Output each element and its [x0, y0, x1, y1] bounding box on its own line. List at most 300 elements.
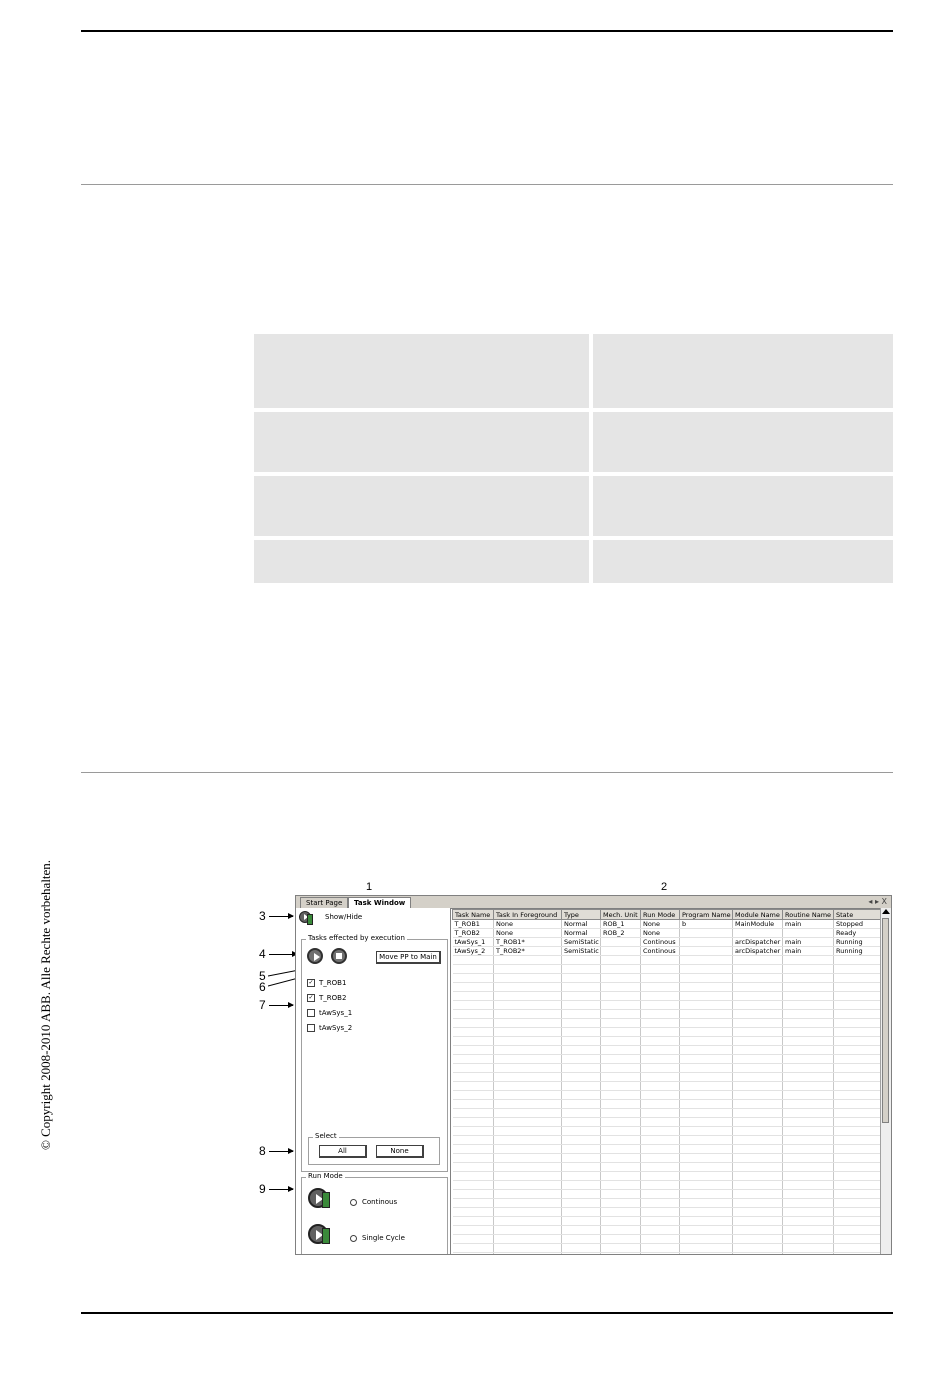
empty-cell: [494, 1163, 562, 1172]
empty-cell: [733, 1235, 783, 1244]
select-all-button[interactable]: All: [319, 1145, 367, 1158]
empty-cell: [641, 1181, 680, 1190]
figure-label-2: 2: [661, 881, 668, 893]
empty-cell: [494, 1172, 562, 1181]
grey-table-cell: [593, 412, 893, 472]
empty-cell: [494, 1226, 562, 1235]
scroll-up-icon[interactable]: [882, 909, 890, 914]
empty-cell: [641, 1136, 680, 1145]
empty-cell: [834, 1091, 883, 1100]
empty-cell: [562, 965, 601, 974]
start-button[interactable]: [307, 948, 323, 964]
empty-cell: [834, 1190, 883, 1199]
table-cell: ROB_1: [601, 920, 641, 929]
radio-icon: [350, 1235, 357, 1242]
grey-table-cell: [254, 476, 589, 536]
empty-cell: [641, 1100, 680, 1109]
empty-cell: [733, 1217, 783, 1226]
task-checkbox-tawsys-2[interactable]: tAwSys_2: [307, 1024, 352, 1032]
empty-cell: [494, 1127, 562, 1136]
empty-row: [453, 1127, 883, 1136]
table-cell: Continous: [641, 938, 680, 947]
empty-cell: [783, 1118, 834, 1127]
empty-cell: [494, 1190, 562, 1199]
footer-rule: [81, 1312, 893, 1314]
empty-cell: [834, 992, 883, 1001]
empty-cell: [834, 1145, 883, 1154]
stop-button[interactable]: [331, 948, 347, 964]
empty-row: [453, 1118, 883, 1127]
empty-row: [453, 1163, 883, 1172]
move-pp-to-main-button[interactable]: Move PP to Main: [376, 951, 441, 964]
empty-cell: [494, 1145, 562, 1154]
empty-cell: [680, 1145, 733, 1154]
empty-cell: [562, 1028, 601, 1037]
task-table: [452, 909, 882, 1255]
empty-cell: [783, 1055, 834, 1064]
empty-cell: [680, 1001, 733, 1010]
empty-cell: [641, 1190, 680, 1199]
empty-cell: [834, 1118, 883, 1127]
empty-row: [453, 1235, 883, 1244]
empty-cell: [601, 1118, 641, 1127]
empty-cell: [494, 1208, 562, 1217]
empty-cell: [680, 1190, 733, 1199]
empty-cell: [494, 1100, 562, 1109]
empty-row: [453, 1055, 883, 1064]
empty-cell: [733, 1001, 783, 1010]
empty-cell: [494, 1091, 562, 1100]
empty-row: [453, 974, 883, 983]
empty-cell: [733, 1199, 783, 1208]
empty-cell: [733, 1055, 783, 1064]
empty-cell: [601, 1244, 641, 1253]
column-header[interactable]: Task In Foreground: [494, 910, 562, 920]
grey-table-cell: [254, 334, 589, 408]
empty-cell: [641, 1082, 680, 1091]
empty-cell: [494, 1244, 562, 1253]
empty-cell: [834, 1010, 883, 1019]
select-group-title: Select: [315, 1132, 337, 1140]
empty-cell: [641, 1055, 680, 1064]
empty-cell: [562, 1091, 601, 1100]
empty-row: [453, 1145, 883, 1154]
callout-6: 6: [259, 980, 266, 994]
empty-cell: [562, 1064, 601, 1073]
run-mode-continous-radio[interactable]: Continous: [350, 1198, 397, 1206]
grid-scrollbar[interactable]: [880, 908, 891, 1255]
empty-cell: [562, 1154, 601, 1163]
section-rule-2: [81, 772, 893, 773]
empty-cell: [453, 1127, 494, 1136]
empty-cell: [783, 1064, 834, 1073]
empty-cell: [834, 1172, 883, 1181]
empty-cell: [783, 1199, 834, 1208]
empty-cell: [783, 1190, 834, 1199]
column-header[interactable]: Task Name: [453, 910, 494, 920]
show-hide-icon[interactable]: [299, 910, 313, 924]
empty-cell: [733, 1109, 783, 1118]
empty-cell: [562, 1001, 601, 1010]
grey-table-cell: [593, 540, 893, 583]
empty-cell: [494, 1010, 562, 1019]
empty-row: [453, 1253, 883, 1256]
table-cell: Running: [834, 938, 883, 947]
empty-cell: [601, 965, 641, 974]
empty-cell: [733, 965, 783, 974]
empty-cell: [453, 1190, 494, 1199]
column-header[interactable]: Routine Name: [783, 910, 834, 920]
empty-cell: [680, 1055, 733, 1064]
empty-cell: [453, 1253, 494, 1256]
empty-cell: [680, 992, 733, 1001]
empty-cell: [733, 1019, 783, 1028]
table-cell: main: [783, 938, 834, 947]
empty-cell: [601, 1181, 641, 1190]
empty-cell: [733, 1082, 783, 1091]
empty-cell: [680, 956, 733, 965]
empty-cell: [783, 1136, 834, 1145]
table-cell: [601, 938, 641, 947]
callout-7: 7: [259, 998, 266, 1012]
empty-cell: [453, 1028, 494, 1037]
empty-cell: [733, 1145, 783, 1154]
empty-cell: [562, 974, 601, 983]
table-row[interactable]: [453, 929, 883, 938]
empty-cell: [641, 1244, 680, 1253]
empty-cell: [783, 1145, 834, 1154]
empty-cell: [453, 992, 494, 1001]
empty-cell: [601, 1199, 641, 1208]
empty-cell: [494, 1217, 562, 1226]
empty-cell: [494, 1046, 562, 1055]
empty-cell: [601, 1055, 641, 1064]
callout-5: 5: [259, 969, 266, 983]
empty-cell: [562, 1217, 601, 1226]
empty-cell: [680, 1091, 733, 1100]
empty-cell: [601, 1091, 641, 1100]
empty-cell: [601, 1145, 641, 1154]
empty-cell: [834, 1163, 883, 1172]
empty-cell: [783, 1046, 834, 1055]
empty-cell: [562, 1199, 601, 1208]
table-cell: None: [494, 920, 562, 929]
empty-cell: [680, 1046, 733, 1055]
empty-cell: [783, 983, 834, 992]
empty-cell: [601, 1046, 641, 1055]
empty-cell: [494, 1064, 562, 1073]
empty-cell: [601, 1190, 641, 1199]
table-cell: main: [783, 947, 834, 956]
empty-cell: [733, 1091, 783, 1100]
empty-cell: [783, 965, 834, 974]
callout-7-arrow: [269, 1005, 293, 1006]
empty-cell: [494, 1235, 562, 1244]
header-rule: [81, 30, 893, 32]
column-header[interactable]: Run Mode: [641, 910, 680, 920]
run-mode-title: Run Mode: [308, 1172, 343, 1180]
empty-cell: [562, 1073, 601, 1082]
callout-8-arrow: [269, 1151, 293, 1152]
empty-cell: [562, 1046, 601, 1055]
empty-cell: [641, 1253, 680, 1256]
empty-cell: [834, 974, 883, 983]
empty-cell: [601, 1217, 641, 1226]
empty-cell: [783, 1163, 834, 1172]
empty-cell: [494, 1019, 562, 1028]
empty-cell: [680, 1010, 733, 1019]
empty-cell: [562, 992, 601, 1001]
empty-cell: [601, 1208, 641, 1217]
empty-cell: [680, 965, 733, 974]
callout-8: 8: [259, 1144, 266, 1158]
table-cell: Normal: [562, 920, 601, 929]
empty-cell: [680, 1109, 733, 1118]
empty-cell: [783, 1073, 834, 1082]
empty-cell: [733, 1046, 783, 1055]
tab-task-window[interactable]: Task Window: [348, 897, 411, 909]
empty-cell: [562, 1163, 601, 1172]
column-header[interactable]: State: [834, 910, 883, 920]
empty-cell: [453, 1037, 494, 1046]
empty-cell: [453, 1244, 494, 1253]
empty-cell: [680, 1028, 733, 1037]
empty-cell: [783, 1037, 834, 1046]
empty-cell: [494, 956, 562, 965]
empty-cell: [562, 1145, 601, 1154]
empty-cell: [562, 1118, 601, 1127]
grey-table-cell: [593, 334, 893, 408]
empty-cell: [601, 956, 641, 965]
empty-cell: [680, 974, 733, 983]
empty-cell: [641, 1091, 680, 1100]
empty-row: [453, 1109, 883, 1118]
empty-row: [453, 1136, 883, 1145]
empty-cell: [733, 1253, 783, 1256]
column-header[interactable]: Module Name: [733, 910, 783, 920]
table-row[interactable]: [453, 920, 883, 929]
task-checkbox-tawsys-1[interactable]: tAwSys_1: [307, 1009, 352, 1017]
empty-cell: [641, 974, 680, 983]
empty-cell: [562, 1037, 601, 1046]
empty-cell: [783, 1028, 834, 1037]
empty-cell: [641, 983, 680, 992]
empty-row: [453, 1199, 883, 1208]
empty-cell: [680, 1172, 733, 1181]
empty-cell: [733, 1208, 783, 1217]
empty-cell: [733, 1136, 783, 1145]
table-cell: None: [641, 929, 680, 938]
empty-cell: [494, 992, 562, 1001]
empty-cell: [783, 1154, 834, 1163]
empty-cell: [453, 1217, 494, 1226]
empty-cell: [562, 1235, 601, 1244]
empty-cell: [494, 1082, 562, 1091]
table-cell: ROB_2: [601, 929, 641, 938]
grey-table-cell: [254, 412, 589, 472]
empty-cell: [680, 1163, 733, 1172]
table-cell: [783, 929, 834, 938]
table-cell: None: [494, 929, 562, 938]
empty-cell: [834, 1208, 883, 1217]
empty-cell: [783, 1181, 834, 1190]
empty-cell: [562, 1172, 601, 1181]
empty-cell: [834, 1181, 883, 1190]
empty-cell: [562, 1253, 601, 1256]
show-hide-label: Show/Hide: [325, 913, 363, 921]
empty-cell: [680, 1073, 733, 1082]
run-mode-single-cycle-radio[interactable]: Single Cycle: [350, 1234, 405, 1242]
empty-cell: [562, 1226, 601, 1235]
empty-cell: [733, 1163, 783, 1172]
empty-cell: [733, 956, 783, 965]
empty-cell: [733, 1073, 783, 1082]
empty-cell: [453, 1226, 494, 1235]
empty-cell: [733, 974, 783, 983]
empty-cell: [453, 965, 494, 974]
empty-cell: [453, 1199, 494, 1208]
empty-cell: [783, 1172, 834, 1181]
empty-cell: [641, 1217, 680, 1226]
empty-cell: [601, 1082, 641, 1091]
empty-cell: [601, 1064, 641, 1073]
empty-cell: [641, 956, 680, 965]
empty-row: [453, 1181, 883, 1190]
empty-row: [453, 983, 883, 992]
empty-cell: [733, 992, 783, 1001]
empty-cell: [680, 1118, 733, 1127]
empty-cell: [733, 1100, 783, 1109]
select-none-button[interactable]: None: [376, 1145, 424, 1158]
empty-cell: [783, 1208, 834, 1217]
figure-label-1: 1: [366, 881, 373, 893]
empty-cell: [641, 1073, 680, 1082]
table-row[interactable]: [453, 938, 883, 947]
empty-cell: [562, 1136, 601, 1145]
grey-table-cell: [593, 476, 893, 536]
empty-cell: [680, 1064, 733, 1073]
empty-cell: [601, 992, 641, 1001]
empty-cell: [562, 1244, 601, 1253]
empty-cell: [834, 1154, 883, 1163]
empty-row: [453, 1082, 883, 1091]
empty-row: [453, 1100, 883, 1109]
empty-cell: [834, 965, 883, 974]
empty-cell: [641, 1226, 680, 1235]
table-cell: Running: [834, 947, 883, 956]
empty-cell: [601, 1235, 641, 1244]
empty-cell: [641, 1010, 680, 1019]
table-cell: [680, 938, 733, 947]
empty-cell: [641, 1109, 680, 1118]
table-cell: tAwSys_1: [453, 938, 494, 947]
table-cell: main: [783, 920, 834, 929]
empty-cell: [562, 1190, 601, 1199]
empty-cell: [453, 1118, 494, 1127]
checkbox-checked-icon: ✓: [308, 979, 314, 986]
empty-cell: [494, 1037, 562, 1046]
empty-cell: [680, 1226, 733, 1235]
empty-cell: [680, 1244, 733, 1253]
empty-cell: [733, 1154, 783, 1163]
empty-cell: [562, 1055, 601, 1064]
empty-cell: [783, 1109, 834, 1118]
table-row[interactable]: [453, 947, 883, 956]
empty-cell: [641, 1145, 680, 1154]
task-checkbox-t-rob2[interactable]: ✓ T_ROB2: [308, 994, 347, 1002]
empty-cell: [494, 1028, 562, 1037]
empty-cell: [680, 1019, 733, 1028]
table-cell: SemiStatic: [562, 938, 601, 947]
column-header[interactable]: Mech. Unit: [601, 910, 641, 920]
empty-cell: [562, 1100, 601, 1109]
empty-cell: [601, 1037, 641, 1046]
empty-cell: [641, 1028, 680, 1037]
tab-controls[interactable]: ◂ ▸ X: [868, 897, 887, 906]
empty-cell: [783, 1100, 834, 1109]
empty-cell: [783, 956, 834, 965]
empty-cell: [641, 1163, 680, 1172]
empty-cell: [680, 1136, 733, 1145]
empty-cell: [834, 1235, 883, 1244]
empty-cell: [562, 1019, 601, 1028]
column-header[interactable]: Program Name: [680, 910, 733, 920]
empty-cell: [641, 1208, 680, 1217]
empty-cell: [641, 1064, 680, 1073]
callout-3-arrow: [269, 916, 293, 917]
empty-cell: [453, 1082, 494, 1091]
empty-cell: [641, 965, 680, 974]
task-checkbox-t-rob1[interactable]: ✓ T_ROB1: [308, 979, 347, 987]
empty-row: [453, 1208, 883, 1217]
section-rule-1: [81, 184, 893, 185]
empty-cell: [641, 1118, 680, 1127]
empty-cell: [834, 1109, 883, 1118]
empty-cell: [641, 1199, 680, 1208]
empty-cell: [680, 1100, 733, 1109]
empty-cell: [834, 1001, 883, 1010]
tasks-group: [301, 934, 448, 1172]
empty-cell: [834, 983, 883, 992]
table-cell: T_ROB2*: [494, 947, 562, 956]
empty-cell: [733, 1037, 783, 1046]
table-cell: arcDispatcher: [733, 938, 783, 947]
empty-cell: [601, 1100, 641, 1109]
empty-cell: [834, 1082, 883, 1091]
copyright-notice: © Copyright 2008-2010 ABB. Alle Rechte vorbehalten.: [38, 859, 53, 1150]
table-cell: [680, 947, 733, 956]
scroll-thumb[interactable]: [882, 918, 889, 1123]
column-header[interactable]: Type: [562, 910, 601, 920]
grey-table-row: [254, 476, 893, 536]
empty-cell: [562, 1181, 601, 1190]
empty-cell: [783, 1010, 834, 1019]
empty-cell: [733, 1127, 783, 1136]
tab-start-page[interactable]: Start Page: [300, 897, 348, 909]
table-cell: T_ROB2: [453, 929, 494, 938]
empty-cell: [453, 1109, 494, 1118]
empty-row: [453, 1046, 883, 1055]
empty-cell: [733, 1244, 783, 1253]
empty-cell: [783, 1253, 834, 1256]
empty-cell: [494, 1001, 562, 1010]
table-cell: Ready: [834, 929, 883, 938]
empty-cell: [453, 1073, 494, 1082]
table-cell: [601, 947, 641, 956]
empty-cell: [641, 1037, 680, 1046]
empty-cell: [453, 1010, 494, 1019]
empty-cell: [680, 1127, 733, 1136]
